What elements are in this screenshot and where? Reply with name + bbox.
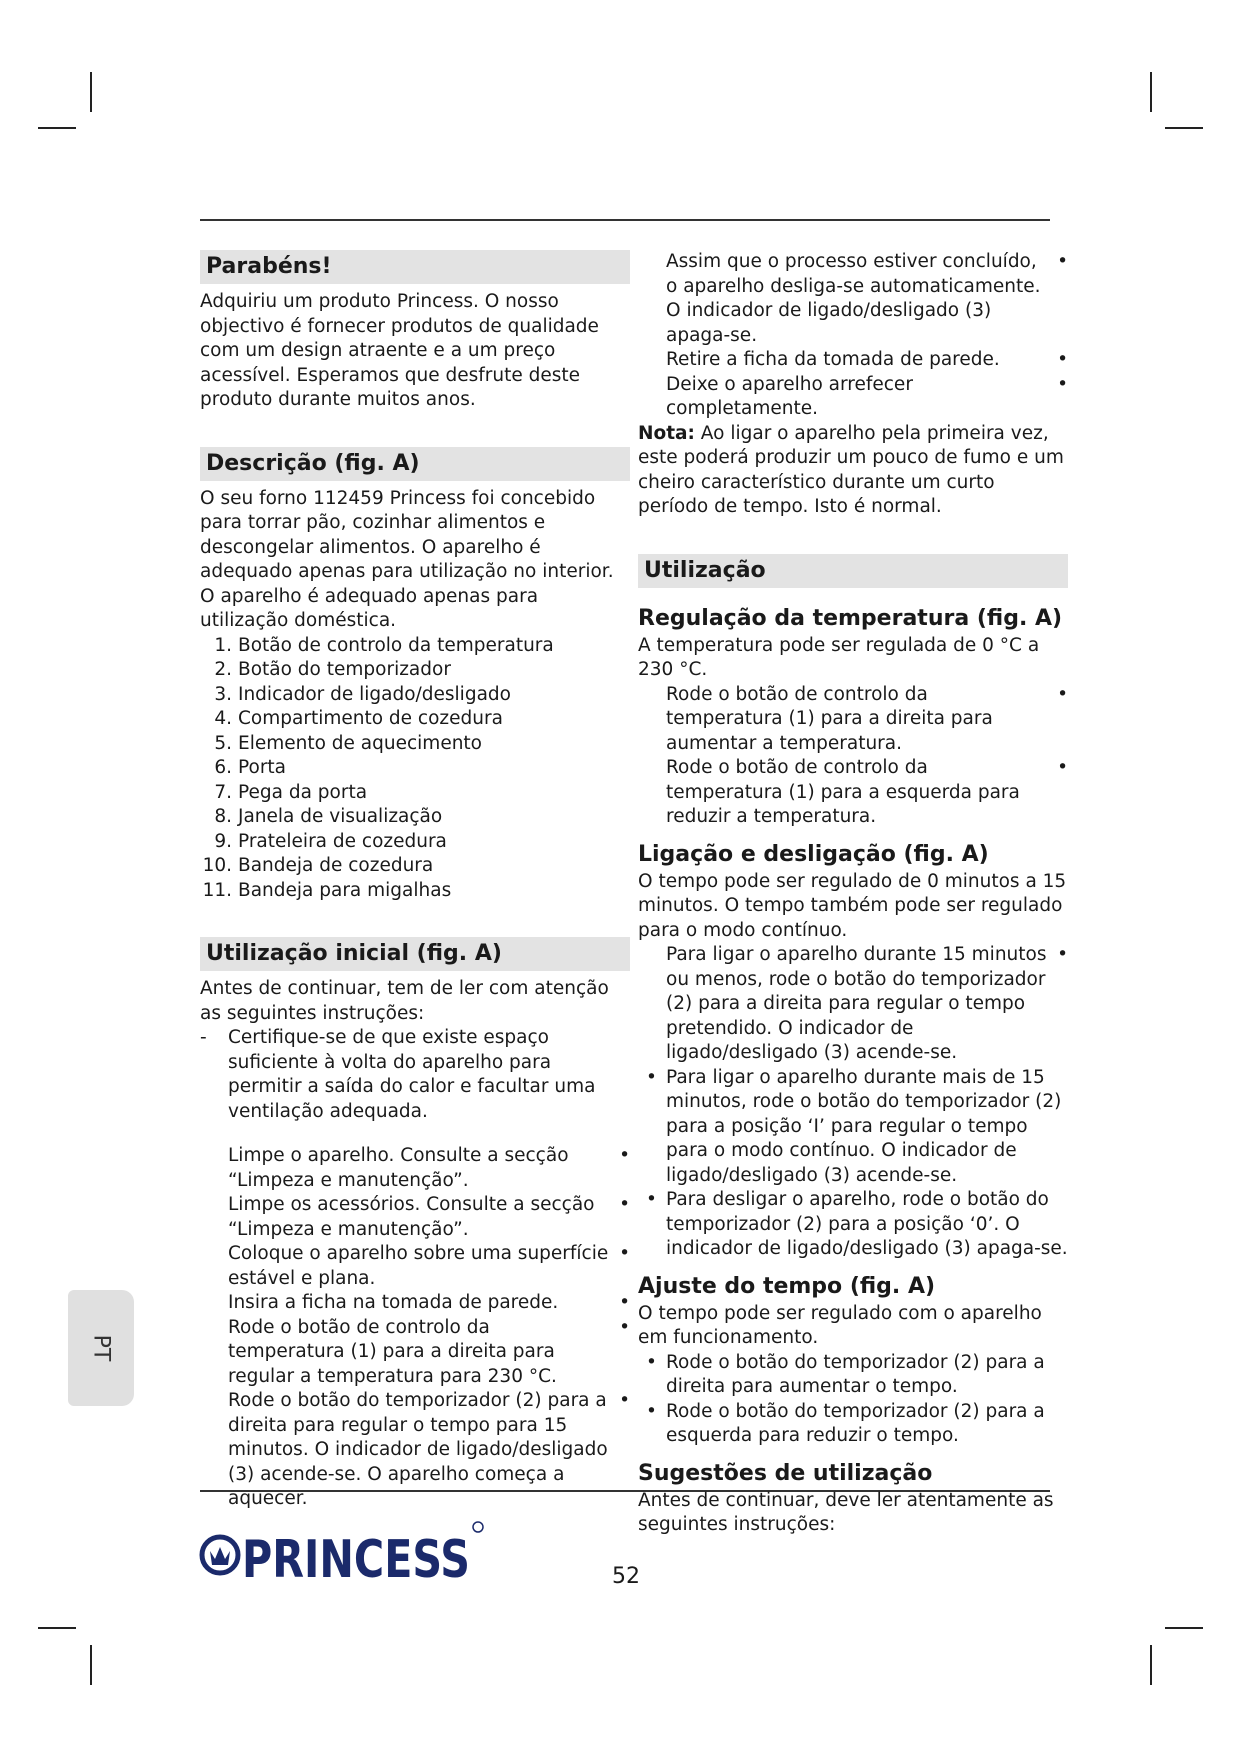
list-item: Rode o botão de controlo da temperatura (1) para a esquerda para reduzir a temperatura. •: [666, 757, 1068, 827]
crown-icon: [202, 1537, 238, 1573]
ligacao-text: O tempo pode ser regulado de 0 minutos a 15 minutos. O tempo também pode ser regulado para o modo contínuo.: [638, 870, 1067, 941]
section-heading-utilizacao: Utilização: [638, 554, 1068, 588]
list-item: Limpe o aparelho. Consulte a secção “Limpeza e manutenção”. •: [228, 1145, 630, 1191]
list-item: • Rode o botão do temporizador (2) para a esquerda para reduzir o tempo.: [646, 1400, 1045, 1446]
ajuste-text: O tempo pode ser regulado com o aparelho em funcionamento.: [638, 1302, 1042, 1348]
list-item: 11. Bandeja para migalhas: [202, 879, 452, 901]
brand-wordmark: PRINCESS: [242, 1530, 470, 1590]
parts-list: [200, 634, 630, 904]
page-number: 52: [612, 1564, 640, 1589]
list-item: 9. Prateleira de cozedura: [214, 830, 447, 852]
regulacao-text: A temperatura pode ser regulada de 0 °C a 230 °C.: [638, 634, 1040, 680]
sugestoes-text: Antes de continuar, deve ler atentamente as seguintes instruções:: [638, 1489, 1054, 1535]
crop-mark: [90, 1645, 92, 1685]
list-item: • Rode o botão do temporizador (2) para a direita para aumentar o tempo.: [646, 1351, 1045, 1397]
list-item: 1. Botão de controlo da temperatura: [214, 634, 554, 656]
subheading-sugestoes: Sugestões de utilização: [638, 1460, 933, 1486]
princess-logo: [198, 1515, 488, 1593]
section-heading-inicial: Utilização inicial (fig. A): [200, 937, 630, 971]
list-item: • Para ligar o aparelho durante mais de 15 minutos, rode o botão do temporizador (2) para a posição ‘I’ para regular o tempo para o modo contínuo. O indicador de ligado/desligado (3) acende-se.: [646, 1066, 1062, 1186]
list-item: 5. Elemento de aquecimento: [214, 732, 482, 754]
crop-mark: [1150, 72, 1152, 112]
crop-mark: [38, 127, 76, 129]
registered-icon: [473, 1522, 483, 1532]
list-item: 8. Janela de visualização: [214, 806, 443, 827]
subheading-regulacao: Regulação da temperatura (fig. A): [638, 605, 1063, 631]
note-text: Nota: Ao ligar o aparelho pela primeira vez, este poderá produzir um pouco de fumo e um cheiro característico durante um curto período de tempo. Isto é normal.: [638, 422, 1064, 517]
top-rule: [200, 219, 1050, 221]
list-item: 3. Indicador de ligado/desligado: [214, 683, 511, 705]
list-item: 10. Bandeja de cozedura: [202, 855, 434, 876]
list-item: Rode o botão de controlo da temperatura (1) para a direita para aumentar a temperatura. •: [666, 683, 1068, 754]
list-item: Coloque o aparelho sobre uma superfície estável e plana. •: [228, 1243, 630, 1289]
descricao-text: O seu forno 112459 Princess foi concebido para torrar pão, cozinhar alimentos e descongelar alimentos. O aparelho é adequado apenas para utilização no interior. O aparelho é adequado apenas para utilização doméstica.: [200, 487, 614, 631]
section-heading-descricao: Descrição (fig. A): [200, 447, 630, 481]
list-item: • Para desligar o aparelho, rode o botão do temporizador (2) para a posição ‘0’. O indicador de ligado/desligado (3) apaga-se.: [646, 1189, 1068, 1259]
inicial-text: Antes de continuar, tem de ler com atenção as seguintes instruções:: [200, 978, 609, 1024]
left-column: [200, 250, 630, 1512]
section-heading-parabens: Parabéns!: [200, 250, 630, 284]
subheading-ligacao: Ligação e desligação (fig. A): [638, 841, 989, 867]
list-item: Deixe o aparelho arrefecer completamente. •: [666, 373, 1068, 419]
list-item: 2. Botão do temporizador: [214, 659, 451, 680]
language-tab: [68, 1290, 134, 1406]
list-item: Limpe os acessórios. Consulte a secção “Limpeza e manutenção”. •: [228, 1194, 630, 1240]
language-tab-label: PT: [88, 1334, 114, 1362]
parabens-text: Adquiriu um produto Princess. O nosso objectivo é fornecer produtos de qualidade com um design atraente e a um preço acessível. Esperamos que desfrute deste produto durante muitos anos.: [200, 291, 599, 410]
list-item: Rode o botão do temporizador (2) para a direita para regular o tempo para 15 minutos. O indicador de ligado/desligado (3) acende-se. O aparelho começa a aquecer. •: [228, 1390, 630, 1509]
list-item: Rode o botão de controlo da temperatura (1) para a direita para regular a temperatura para 230 °C. •: [228, 1316, 630, 1387]
right-column: [638, 250, 1068, 1538]
list-item: 4. Compartimento de cozedura: [214, 708, 503, 729]
list-item: 6. Porta: [214, 757, 287, 778]
crop-mark: [90, 72, 92, 112]
list-item: Retire a ficha da tomada de parede. •: [666, 349, 1068, 370]
crop-mark: [1165, 127, 1203, 129]
list-item: Para ligar o aparelho durante 15 minutos ou menos, rode o botão do temporizador (2) para a direita para regular o tempo pretendido. O indicador de ligado/desligado (3) acende-se. •: [666, 944, 1068, 1063]
crop-mark: [1150, 1645, 1152, 1685]
crop-mark: [38, 1627, 76, 1629]
subheading-ajuste: Ajuste do tempo (fig. A): [638, 1273, 936, 1299]
list-item: Assim que o processo estiver concluído, o aparelho desliga-se automaticamente. O indicador de ligado/desligado (3) apaga-se. •: [666, 251, 1068, 346]
note-label: Nota:: [638, 422, 695, 444]
list-item: - Certifique-se de que existe espaço suficiente à volta do aparelho para permitir a saída do calor e facultar uma ventilação adequada.: [200, 1027, 596, 1122]
crop-mark: [1165, 1627, 1203, 1629]
list-item: 7. Pega da porta: [214, 781, 368, 803]
list-item: Insira a ficha na tomada de parede. •: [228, 1292, 630, 1313]
